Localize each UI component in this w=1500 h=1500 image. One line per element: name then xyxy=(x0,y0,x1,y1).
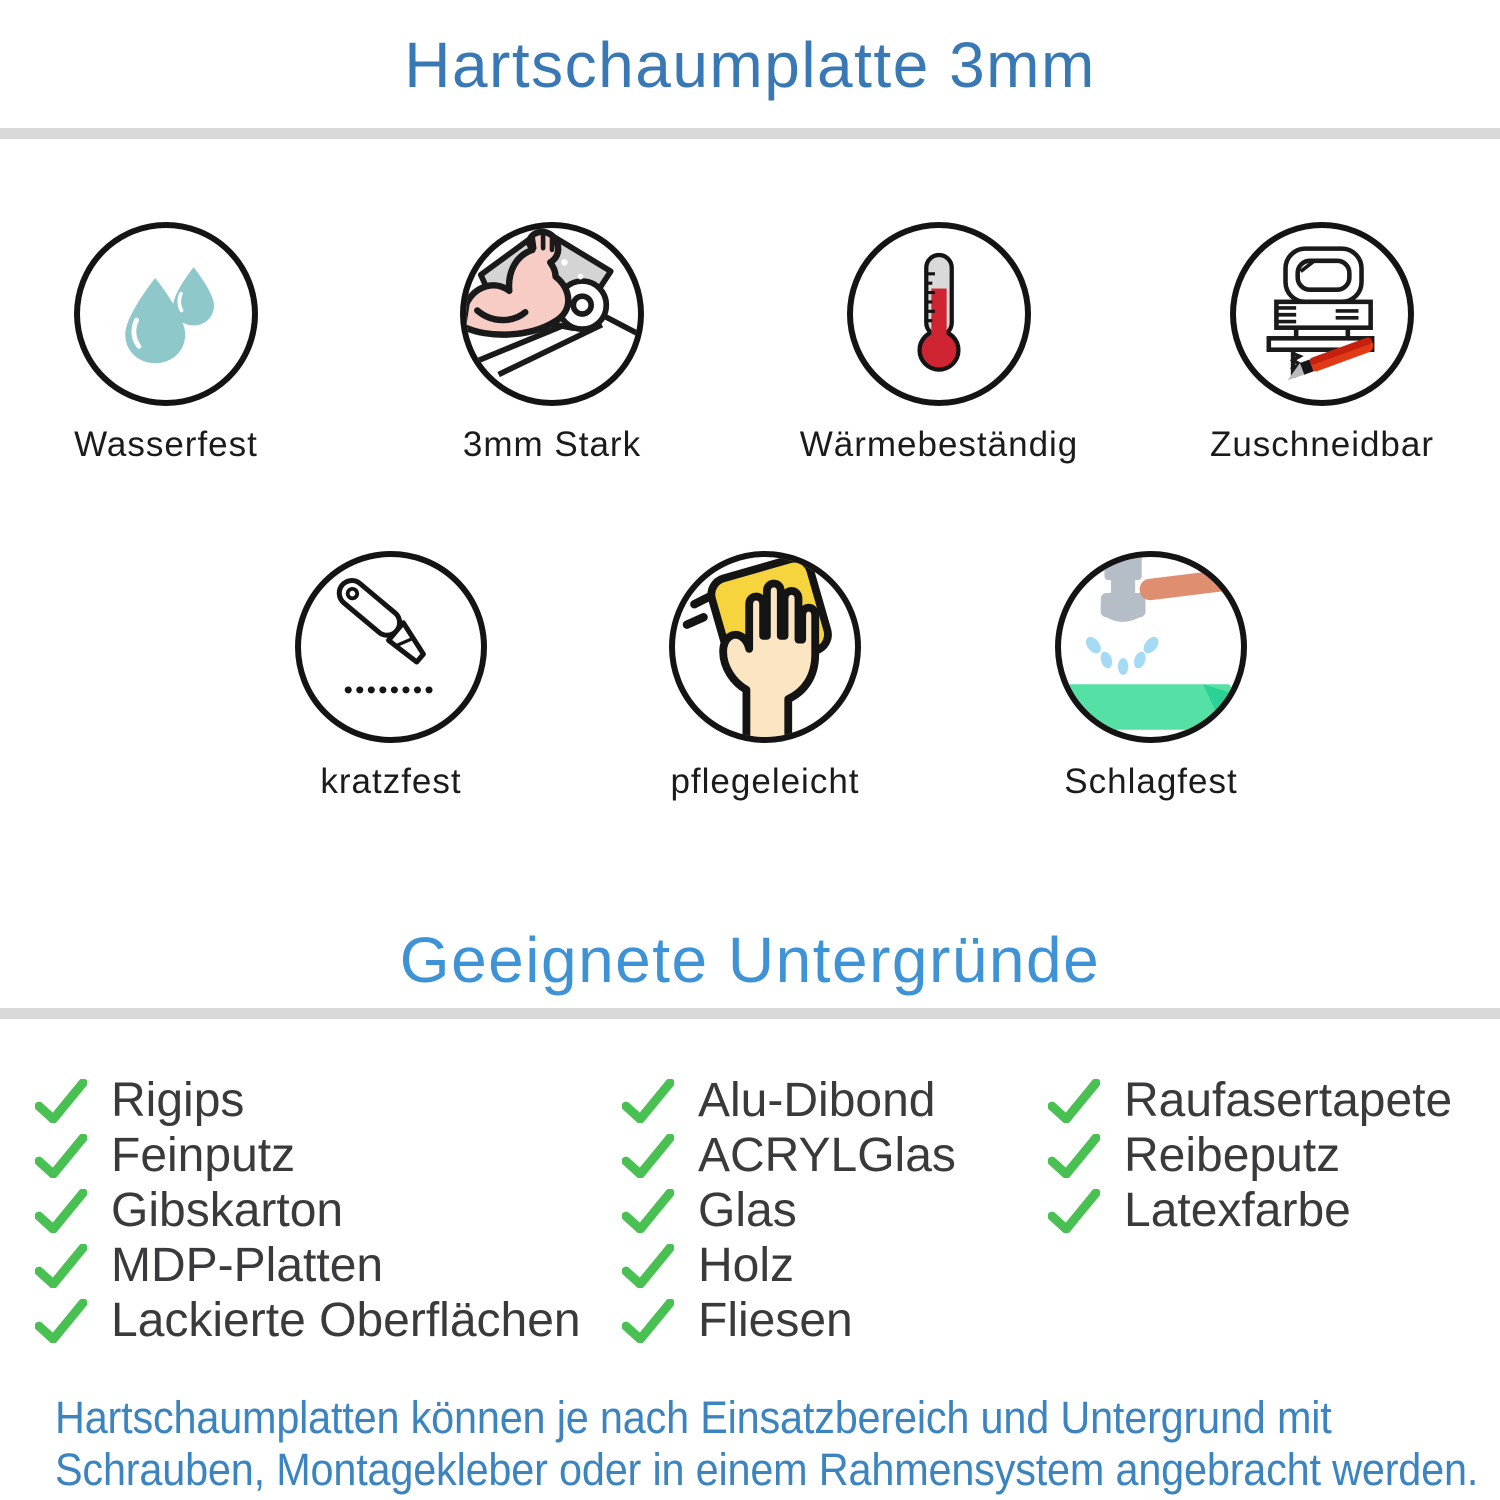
feature-wasserfest xyxy=(0,222,336,465)
jigsaw-cutter-icon xyxy=(1246,238,1398,390)
substrate-label: Holz xyxy=(698,1239,795,1292)
list-item xyxy=(622,1128,956,1183)
feature-pflegeleicht xyxy=(595,551,935,802)
substrate-column-1 xyxy=(35,1073,581,1348)
substrate-label: Gibskarton xyxy=(111,1184,344,1237)
substrate-label: MDP-Platten xyxy=(111,1239,384,1292)
list-item xyxy=(1048,1073,1452,1128)
hammer-impact-icon xyxy=(1055,551,1247,743)
feature-label: kratzfest xyxy=(320,762,462,801)
list-item xyxy=(622,1238,956,1293)
thermometer-icon xyxy=(847,222,1031,406)
list-item xyxy=(35,1293,581,1348)
footer-note xyxy=(55,1392,1478,1496)
check-icon xyxy=(622,1189,674,1233)
list-item xyxy=(622,1183,956,1238)
check-icon xyxy=(35,1134,87,1178)
check-icon xyxy=(622,1299,674,1343)
feature-kratzfest xyxy=(221,551,561,802)
list-item xyxy=(35,1073,581,1128)
footer-line-1: Hartschaumplatten können je nach Einsatzbereich und Untergrund mit xyxy=(55,1392,1332,1443)
list-item xyxy=(622,1293,956,1348)
check-icon xyxy=(622,1079,674,1123)
check-icon xyxy=(1048,1134,1100,1178)
substrate-column-3 xyxy=(1048,1073,1452,1238)
substrate-label: Raufasertapete xyxy=(1124,1074,1453,1127)
thermometer-icon xyxy=(872,247,1006,381)
water-drops-icon xyxy=(106,254,226,374)
utility-knife-icon xyxy=(295,551,487,743)
check-icon xyxy=(35,1079,87,1123)
check-icon xyxy=(35,1299,87,1343)
feature-label: pflegeleicht xyxy=(670,762,860,801)
substrate-label: ACRYLGlas xyxy=(698,1129,956,1182)
feature-label: Wärmebeständig xyxy=(799,425,1079,464)
divider xyxy=(0,1008,1500,1019)
list-item xyxy=(35,1238,581,1293)
hand-wiping-cloth-icon xyxy=(669,551,861,743)
substrate-label: Rigips xyxy=(111,1074,245,1127)
substrate-label: Latexfarbe xyxy=(1124,1184,1351,1237)
check-icon xyxy=(35,1189,87,1233)
list-item xyxy=(1048,1183,1452,1238)
check-icon xyxy=(622,1244,674,1288)
jigsaw-cutter-icon xyxy=(1230,222,1414,406)
feature-label: Zuschneidbar xyxy=(1209,425,1435,464)
footer-line-2: Schrauben, Montagekleber oder in einem Rahmensystem angebracht werden. xyxy=(55,1444,1479,1495)
water-drops-icon xyxy=(74,222,258,406)
page-title: Hartschaumplatte 3mm xyxy=(404,29,1096,101)
feature-zuschneidbar xyxy=(1152,222,1492,465)
check-icon xyxy=(622,1134,674,1178)
flexed-arm-foam-roll-icon xyxy=(460,222,644,406)
check-icon xyxy=(1048,1079,1100,1123)
list-item xyxy=(622,1073,956,1128)
feature-label: Schlagfest xyxy=(1064,762,1238,801)
substrate-column-2 xyxy=(622,1073,956,1348)
check-icon xyxy=(1048,1189,1100,1233)
feature-label: Wasserfest xyxy=(74,425,258,464)
feature-schlagfest xyxy=(981,551,1321,802)
substrate-label: Reibeputz xyxy=(1124,1129,1341,1182)
feature-label: 3mm Stark xyxy=(462,425,642,464)
list-item xyxy=(35,1183,581,1238)
substrate-label: Alu-Dibond xyxy=(698,1074,936,1127)
substrate-label: Lackierte Oberflächen xyxy=(111,1294,581,1347)
list-item xyxy=(1048,1128,1452,1183)
substrate-label: Glas xyxy=(698,1184,797,1237)
divider xyxy=(0,128,1500,139)
list-item xyxy=(35,1128,581,1183)
check-icon xyxy=(35,1244,87,1288)
feature-waermebestaendig xyxy=(769,222,1109,465)
substrate-label: Fliesen xyxy=(698,1294,853,1347)
flexed-arm-foam-roll-icon xyxy=(463,225,641,403)
hand-wiping-cloth-icon xyxy=(672,554,858,740)
feature-3mm-stark xyxy=(382,222,722,465)
substrate-label: Feinputz xyxy=(111,1129,296,1182)
utility-knife-icon xyxy=(317,573,465,721)
hammer-impact-icon xyxy=(1058,554,1244,740)
section-title: Geeignete Untergründe xyxy=(399,924,1101,996)
